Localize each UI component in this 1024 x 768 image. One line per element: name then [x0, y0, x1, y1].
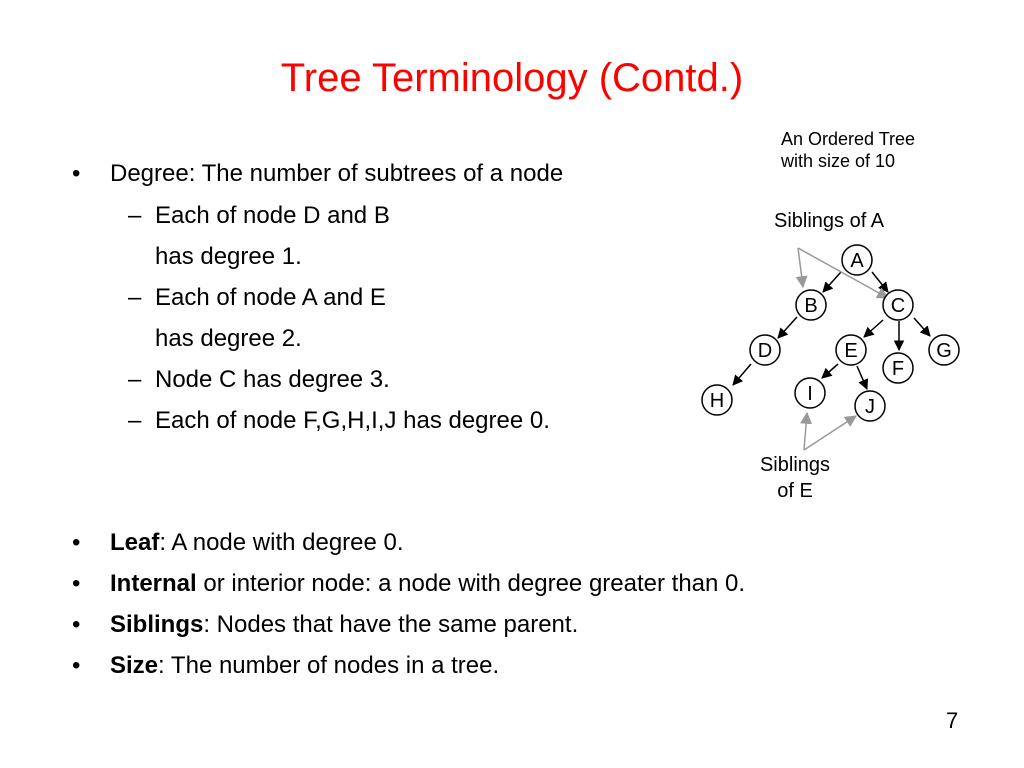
- sub-text: has degree 1.: [155, 243, 302, 270]
- caption-line: An Ordered Tree: [781, 129, 916, 149]
- degree-text: Degree: The number of subtrees of a node: [110, 160, 564, 187]
- term-description: or interior node: a node with degree greater than 0.: [196, 570, 746, 597]
- sub-text: Each of node A and E: [155, 284, 386, 311]
- tree-node-e: [836, 335, 866, 365]
- sub-dash: –: [128, 284, 142, 311]
- term: Siblings: [110, 611, 204, 638]
- term-description: : The number of nodes in a tree.: [158, 652, 500, 679]
- sub-text: Node C has degree 3.: [155, 366, 390, 393]
- term-description: : A node with degree 0.: [159, 529, 404, 556]
- edge-c-e: [864, 320, 883, 337]
- edge-e-i: [822, 364, 838, 378]
- node-label: E: [844, 340, 858, 362]
- slide-title: Tree Terminology (Contd.): [280, 56, 744, 100]
- siblings-of-a-label: Siblings of A: [774, 210, 885, 232]
- tree-node-b: [796, 290, 826, 320]
- sub-text: Each of node F,G,H,I,J has degree 0.: [155, 407, 550, 434]
- label-line: Siblings: [759, 454, 831, 476]
- term: Internal: [110, 570, 197, 597]
- node-label: B: [804, 295, 818, 317]
- edge-a-c: [872, 272, 888, 292]
- node-label: I: [807, 383, 813, 405]
- term: Size: [110, 652, 159, 679]
- siblings-a-pointer-left: [798, 248, 803, 287]
- sub-text: Each of node D and B: [155, 202, 390, 229]
- node-label: D: [757, 340, 773, 362]
- node-label: H: [709, 390, 725, 412]
- node-label: F: [891, 358, 905, 380]
- sub-dash: –: [128, 366, 142, 393]
- sub-dash: –: [128, 407, 142, 434]
- bullet-dot: •: [72, 160, 81, 187]
- tree-node-f: [883, 353, 913, 383]
- node-label: C: [890, 295, 906, 317]
- edge-d-h: [733, 364, 751, 385]
- siblings-e-pointer-right: [804, 416, 856, 450]
- caption-line: with size of 10: [781, 151, 896, 171]
- node-label: J: [865, 396, 875, 418]
- edge-e-j: [857, 366, 867, 389]
- tree-node-a: [842, 245, 872, 275]
- bullet-dot: •: [72, 652, 81, 679]
- term: Leaf: [110, 529, 160, 556]
- page-number: 7: [946, 708, 959, 733]
- bullet-dot: •: [72, 570, 81, 597]
- bullet-dot: •: [72, 529, 81, 556]
- edge-b-d: [778, 317, 797, 338]
- label-line: of E: [777, 480, 813, 502]
- bullet-dot: •: [72, 611, 81, 638]
- tree-node-d: [750, 335, 780, 365]
- tree-node-i: [795, 378, 825, 408]
- edge-a-b: [823, 272, 841, 292]
- edge-c-g: [914, 318, 930, 336]
- sub-text: has degree 2.: [155, 325, 302, 352]
- node-label: A: [850, 250, 864, 272]
- siblings-e-pointer-left: [804, 413, 807, 450]
- node-label: G: [936, 340, 952, 362]
- tree-node-g: [929, 335, 959, 365]
- tree-node-c: [883, 290, 913, 320]
- term-description: : Nodes that have the same parent.: [203, 611, 579, 638]
- tree-node-h: [702, 385, 732, 415]
- sub-dash: –: [128, 202, 142, 229]
- tree-node-j: [855, 391, 885, 421]
